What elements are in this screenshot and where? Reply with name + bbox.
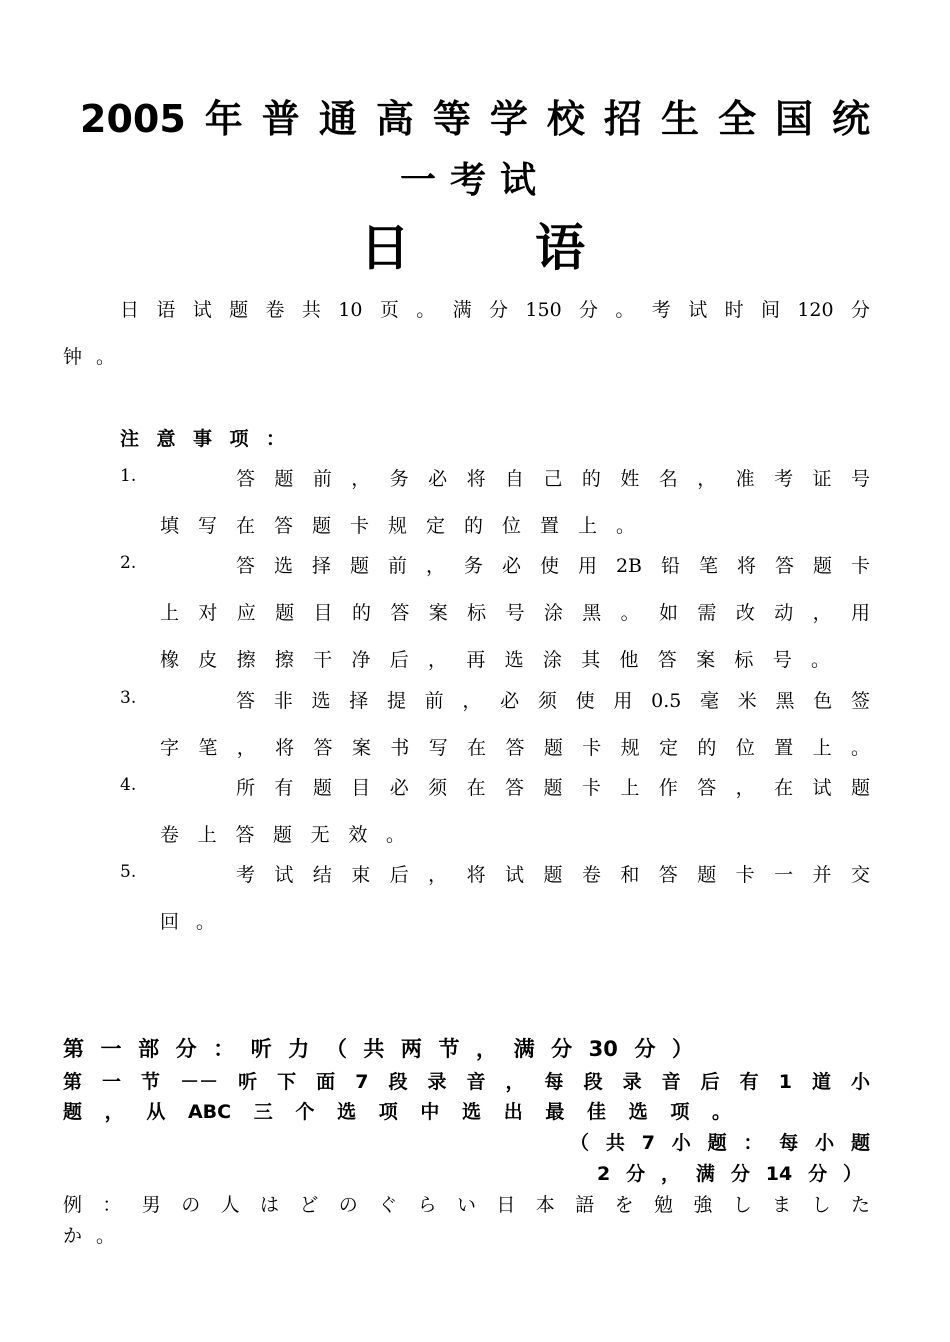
subject-title: 日语 [360,219,585,277]
note-line: 答选择题前，务必使用2B铅笔将答题卡 [236,555,870,577]
score-note-line1: （共7小题：每小题 [570,1132,870,1154]
note-number: 2. [120,553,137,573]
note-number: 5. [120,862,137,882]
note-line: 上对应题目的答案标号涂黑。如需改动，用 [160,602,870,624]
section1-instruction-line1: 第一节－－听下面7段录音，每段录音后有1道小 [63,1071,870,1093]
note-line: 填写在答题卡规定的位置上。 [160,515,635,537]
note-number: 4. [120,775,137,795]
note-line: 考试结束后，将试题卷和答题卡一并交 [236,864,870,886]
note-line: 橡皮擦擦干净后，再选涂其他答案标号。 [160,649,830,671]
note-line: 答题前，务必将自己的姓名，准考证号 [236,468,870,490]
exam-title-line2: 一考试 [399,160,550,201]
note-number: 3. [120,688,137,708]
note-line: 答非选择提前，必须使用0.5毫米黑色签 [236,690,870,712]
note-line: 字笔，将答案书写在答题卡规定的位置上。 [160,737,870,759]
part1-heading: 第一部分：听力（共两节，满分30分） [63,1037,693,1061]
exam-title-line1: 2005年普通高等学校招生全国统 [80,97,870,141]
example-question-line2: か。 [63,1225,115,1247]
note-line: 卷上答题无效。 [160,824,405,846]
example-question-line1: 例：男の人はどのぐらい日本語を勉強しました [63,1194,870,1216]
notes-heading: 注意事项： [120,428,285,450]
note-line: 回。 [160,911,215,933]
section1-instruction-line2: 题，从ABC三个选项中选出最佳选项。 [63,1101,731,1123]
intro-line2: 钟。 [63,346,115,368]
score-note-line2: 2分，满分14分） [597,1163,862,1185]
note-number: 1. [120,466,137,486]
note-line: 所有题目必须在答题卡上作答，在试题 [236,777,870,799]
intro-line1: 日语试题卷共10页。满分150分。考试时间120分 [120,299,870,321]
